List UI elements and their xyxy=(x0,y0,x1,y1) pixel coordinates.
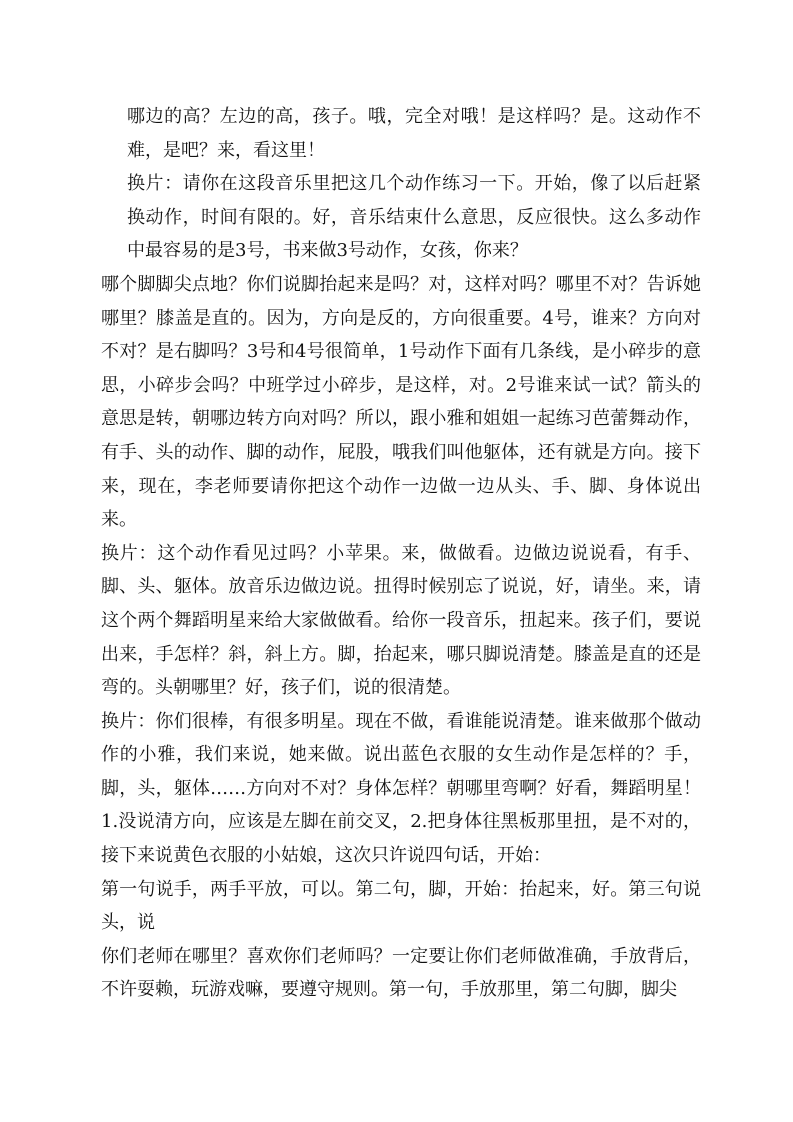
document-body xyxy=(101,100,701,1007)
paragraph-6: 第一句说手，两手平放，可以。第二句，脚，开始：抬起来，好。第三句说头，说 xyxy=(101,878,701,934)
paragraph-7: 你们老师在哪里？喜欢你们老师吗？一定要让你们老师做准确，手放背后，不许耍赖，玩游戏嘛，要遵守规则。第一句，手放那里，第二句脚，脚尖 xyxy=(101,945,701,1001)
paragraph-5: 换片：你们很棒，有很多明星。现在不做，看谁能说清楚。谁来做那个做动作的小雅，我们来说，她来做。说出蓝色衣服的女生动作是怎样的？手，脚，头，躯体……方向对不对？身体怎样？朝哪里弯啊？好看，舞蹈明星！1.没说清方向，应该是左脚在前交叉，2.把身体往黑板那里扭，是不对的，接下来说黄色衣服的小姑娘，这次只许说四句话，开始： xyxy=(101,710,701,867)
paragraph-2: 换片：请你在这段音乐里把这几个动作练习一下。开始，像了以后赶紧换动作，时间有限的。好，音乐结束什么意思，反应很快。这么多动作中最容易的是3号，书来做3号动作，女孩，你来？ xyxy=(127,173,701,262)
paragraph-3: 哪个脚脚尖点地？你们说脚抬起来是吗？对，这样对吗？哪里不对？告诉她哪里？膝盖是直的。因为，方向是反的，方向很重要。4号，谁来？方向对不对？是右脚吗？3号和4号很简单，1号动作下面有几条线，是小碎步的意思，小碎步会吗？中班学过小碎步，是这样，对。2号谁来试一试？箭头的意思是转，朝哪边转方向对吗？所以，跟小雅和姐姐一起练习芭蕾舞动作，有手、头的动作、脚的动作，屁股，哦我们叫他躯体，还有就是方向。接下来，现在，李老师要请你把这个动作一边做一边从头、手、脚、身体说出来。 xyxy=(101,273,701,531)
paragraph-4: 换片：这个动作看见过吗？小苹果。来，做做看。边做边说说看，有手、脚、头、躯体。放音乐边做边说。扭得时候别忘了说说，好，请坐。来，请这个两个舞蹈明星来给大家做做看。给你一段音乐，扭起来。孩子们，要说出来，手怎样？斜，斜上方。脚，抬起来，哪只脚说清楚。膝盖是直的还是弯的。头朝哪里？好，孩子们，说的很清楚。 xyxy=(101,542,701,699)
paragraph-1: 哪边的高？左边的高，孩子。哦，完全对哦！是这样吗？是。这动作不难，是吧？来，看这里！ xyxy=(127,106,701,161)
